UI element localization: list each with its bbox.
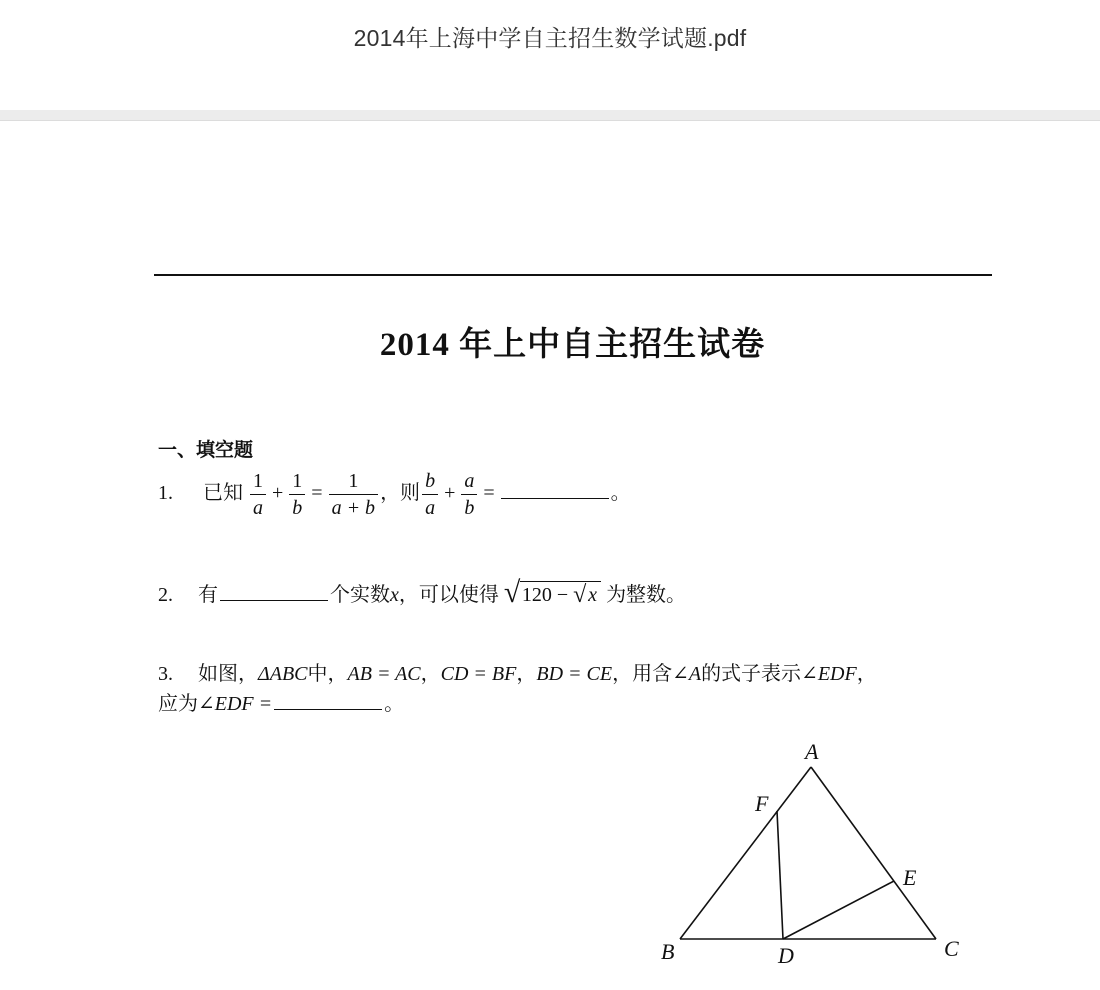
fraction-b-over-a: $\frac{b}{a}$ — [422, 470, 438, 519]
question-number: 3. — [158, 663, 173, 685]
label-f: F — [755, 791, 769, 816]
side-ac — [811, 767, 936, 939]
triangle-diagram — [650, 735, 980, 975]
fraction-1-over-a-plus-b: $\frac{1}{a + b}$ — [329, 470, 379, 519]
document-title: 2014 年上中自主招生试卷 — [379, 327, 766, 363]
question-1: 1. 已知 $\frac{1}{a}$ + $\frac{1}{b}$ = $\frac{1}{a + b}$ ，则 $\frac{b}{a}$ + $\frac{a}{b}$ = 。 — [158, 470, 631, 519]
question-number: 2. — [158, 584, 173, 606]
fraction-a-over-b: $\frac{a}{b}$ — [461, 470, 477, 519]
answer-blank — [501, 482, 609, 499]
side-ab — [680, 767, 811, 939]
inner-square-root: √ x — [573, 582, 598, 608]
question-3-line-2: 应为∠EDF = 。 — [158, 693, 405, 715]
label-c: C — [944, 936, 959, 961]
q1-lead: 已知 — [203, 482, 243, 505]
segment-df — [777, 811, 783, 939]
answer-blank — [220, 584, 328, 601]
segment-de — [783, 881, 894, 939]
header-rule — [154, 274, 992, 276]
toolbar-strip — [0, 110, 1100, 121]
question-3-line-1: 3. 如图，ΔABC中，AB = AC，CD = BF，BD = CE，用含∠A的式子表示∠EDF， — [158, 663, 877, 685]
label-d: D — [778, 943, 794, 968]
question-2: 2. 有 个实数x，可以使得 √ 120 − √ x 为整数。 — [158, 576, 687, 609]
q1-mid: ，则 — [380, 482, 421, 505]
label-b: B — [661, 939, 675, 964]
file-title: 2014年上海中学自主招生数学试题.pdf — [353, 25, 747, 51]
label-e: E — [903, 865, 917, 890]
square-root-expression: √ 120 − √ x — [504, 584, 601, 607]
label-a: A — [805, 739, 819, 764]
section-heading: 一、填空题 — [158, 439, 254, 461]
viewer-header — [0, 0, 1100, 110]
triangle-figure — [650, 735, 980, 975]
question-number: 1. — [158, 482, 173, 505]
answer-blank — [274, 693, 382, 710]
fraction-1-over-a: $\frac{1}{a}$ — [250, 470, 266, 519]
fraction-1-over-b: $\frac{1}{b}$ — [289, 470, 305, 519]
